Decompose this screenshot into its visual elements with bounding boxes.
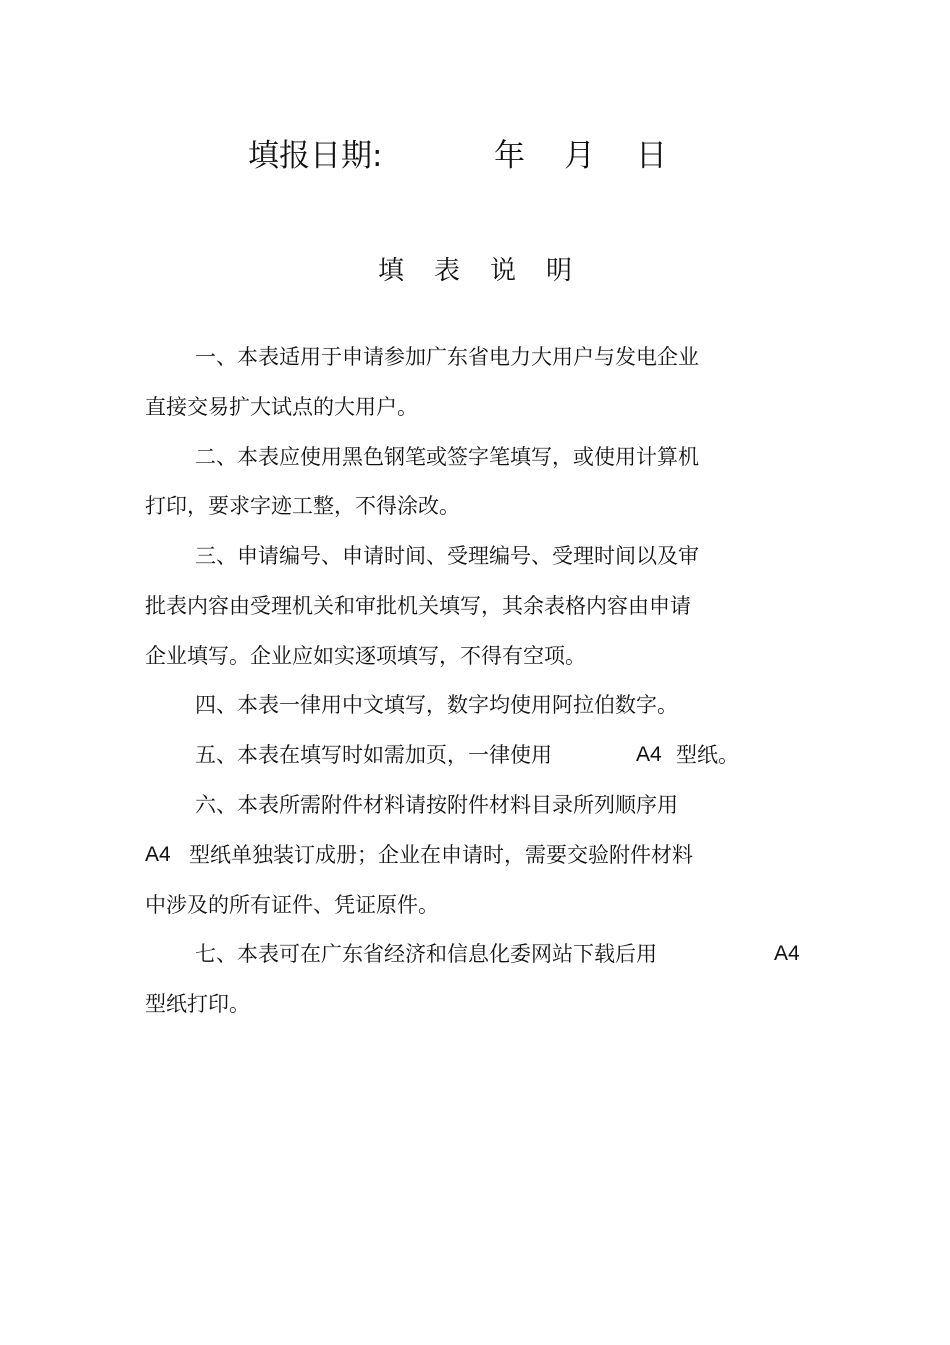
item-4-line-1: 四、本表一律用中文填写，数字均使用阿拉伯数字。 [195,693,678,717]
item-6-line-1: 六、本表所需附件材料请按附件材料目录所列顺序用 [195,793,678,817]
item-1-line-2: 直接交易扩大试点的大用户。 [145,395,418,419]
item-5-paper-size: A4 [636,743,662,766]
item-7-line-2: 型纸打印。 [145,992,250,1016]
fill-date-line [0,133,950,179]
item-3-line-1: 三、申请编号、申请时间、受理编号、受理时间以及审 [195,544,699,568]
fill-date-label: 填报日期: [248,138,383,174]
item-3-line-2: 批表内容由受理机关和审批机关填写，其余表格内容由申请 [145,594,691,618]
item-3-line-3: 企业填写。企业应如实逐项填写，不得有空项。 [145,644,586,668]
item-5-line-1-end: 型纸。 [676,743,739,767]
fill-date-year: 年 [494,138,525,174]
instructions-heading: 填表说明 [377,256,602,286]
item-6-line-2: 型纸单独装订成册；企业在申请时，需要交验附件材料 [189,843,693,867]
item-6-line-3: 中涉及的所有证件、凭证原件。 [145,893,439,917]
item-7-paper-size: A4 [774,942,800,965]
item-7-line-1: 七、本表可在广东省经济和信息化委网站下载后用 [195,942,657,966]
fill-date-month: 月 [564,138,595,174]
item-1-line-1: 一、本表适用于申请参加广东省电力大用户与发电企业 [195,345,699,369]
fill-date-day: 日 [636,138,667,174]
item-2-line-2: 打印，要求字迹工整，不得涂改。 [145,494,460,518]
item-6-paper-size: A4 [145,843,171,866]
item-2-line-1: 二、本表应使用黑色钢笔或签字笔填写，或使用计算机 [195,445,699,469]
item-5-line-1: 五、本表在填写时如需加页，一律使用 [195,743,552,767]
